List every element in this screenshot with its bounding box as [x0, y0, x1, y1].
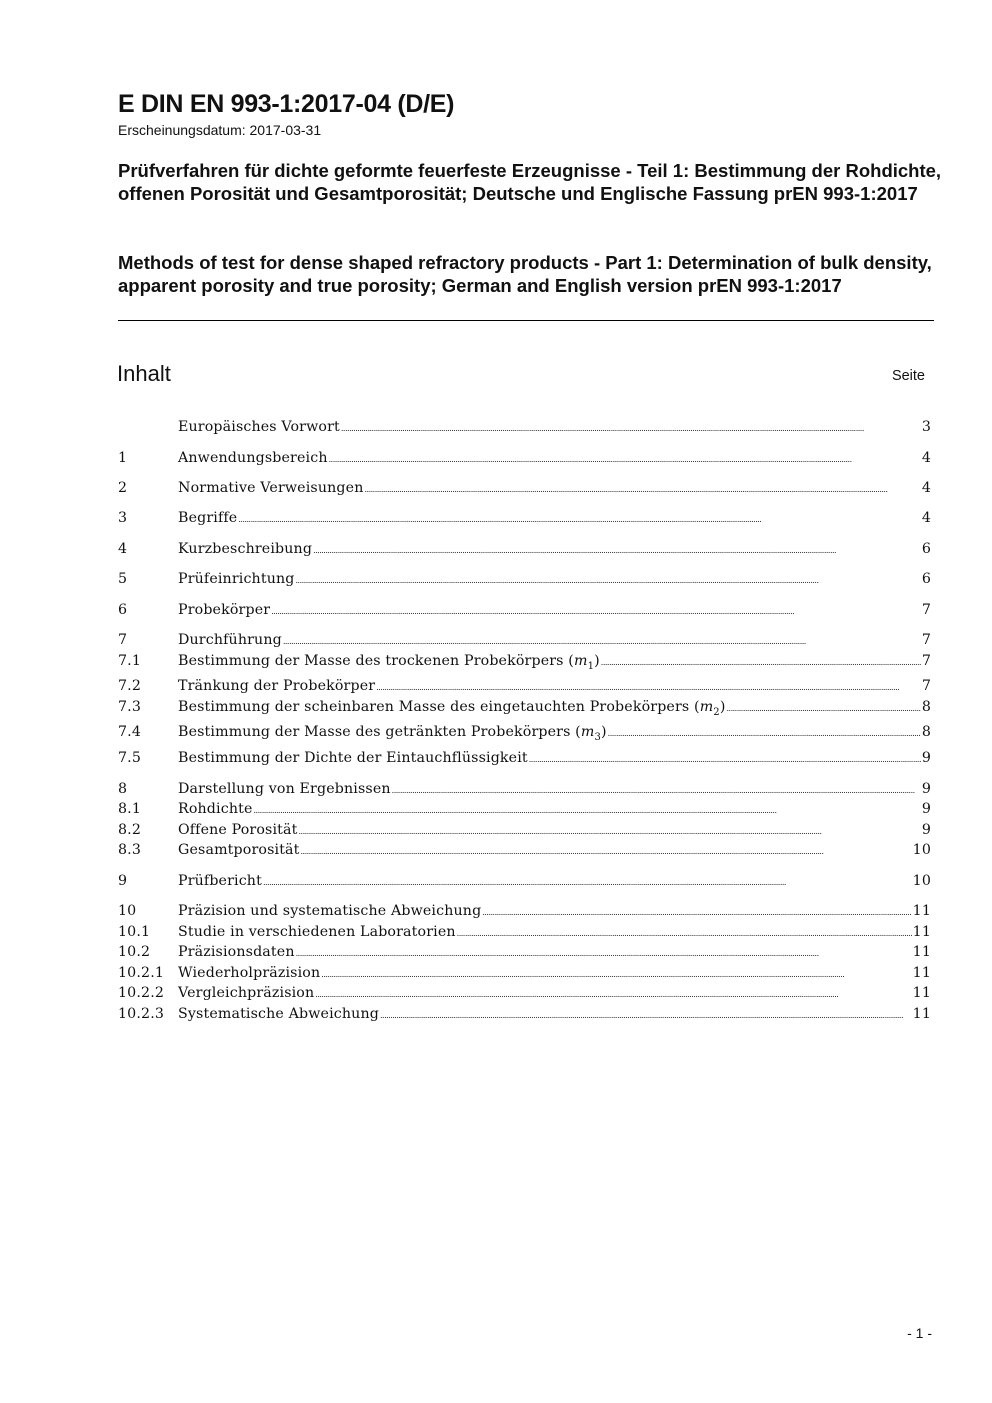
title-german: Prüfverfahren für dichte geformte feuerfeste Erzeugnisse - Teil 1: Bestimmung der Rohdichte, offenen Porosität und Gesamtporosität; Deutsche und Englische Fassung prEN 993-1:2017	[118, 160, 942, 204]
toc-entry-number: 10.2.3	[118, 1006, 165, 1022]
toc-entry-label: Bestimmung der Masse des trockenen Probekörpers $(m_1)$	[178, 653, 600, 672]
toc-entry-number: 8.2	[118, 822, 142, 838]
toc-entry-label: Kurzbeschreibung	[178, 541, 313, 557]
toc-entry-page: 9	[921, 781, 931, 797]
toc-entry[interactable]	[118, 943, 931, 963]
toc-entry-label: Offene Porosität	[178, 822, 298, 838]
toc-entry-number: 7	[118, 632, 128, 648]
toc-leader-dots	[263, 872, 912, 892]
toc-leader-dots	[529, 749, 921, 769]
toc-entry-number: 10.2	[118, 944, 151, 960]
toc-leader-dots	[392, 780, 921, 800]
toc-entry-page: 9	[921, 822, 931, 838]
toc-entry-label: Durchführung	[178, 632, 282, 648]
toc-entry-page: 7	[921, 653, 931, 669]
toc-entry[interactable]	[118, 923, 931, 943]
toc-entry-label: Bestimmung der Dichte der Eintauchflüssigkeit	[178, 750, 528, 766]
toc-entry-label: Präzisionsdaten	[178, 944, 295, 960]
toc-entry-label: Gesamtporosität	[178, 842, 300, 858]
toc-leader-dots	[283, 631, 921, 651]
toc-entry-number: 7.1	[118, 653, 142, 669]
toc-entry-page: 8	[921, 699, 931, 715]
toc-entry-page: 6	[921, 541, 931, 557]
toc-leader-dots	[341, 418, 921, 438]
toc-entry-number: 8	[118, 781, 128, 797]
toc-entry-number: 2	[118, 480, 128, 496]
toc-leader-dots	[457, 923, 912, 943]
toc-entry-label: Probekörper	[178, 602, 271, 618]
toc-entry[interactable]	[118, 841, 931, 861]
toc-entry-number: 1	[118, 450, 128, 466]
toc-entry[interactable]	[118, 601, 931, 621]
toc-entry-page: 6	[921, 571, 931, 587]
toc-entry-page: 3	[921, 419, 931, 435]
toc-entry-label: Normative Verweisungen	[178, 480, 364, 496]
toc-heading: Inhalt	[117, 361, 171, 386]
toc-entry[interactable]	[118, 418, 931, 438]
toc-leader-dots	[299, 821, 921, 841]
toc-leader-dots	[296, 570, 921, 590]
toc-entry-label: Bestimmung der scheinbaren Masse des eingetauchten Probekörpers $(m_2)$	[178, 699, 726, 718]
toc-entry[interactable]	[118, 749, 931, 769]
toc-entry-label: Tränkung der Probekörper	[178, 678, 376, 694]
toc-entry-number: 10	[118, 903, 137, 919]
toc-entry[interactable]	[118, 509, 931, 529]
toc-entry-number: 9	[118, 873, 128, 889]
toc-entry-page: 11	[912, 944, 931, 960]
toc-entry-page: 10	[912, 842, 931, 858]
toc-entry-number: 8.1	[118, 801, 142, 817]
toc-entry[interactable]	[118, 902, 931, 922]
publication-date: Erscheinungsdatum: 2017-03-31	[118, 122, 322, 138]
toc-entry-number: 7.3	[118, 699, 142, 715]
toc-entry-number: 7.4	[118, 724, 142, 740]
toc-entry-label: Prüfbericht	[178, 873, 262, 889]
toc-leader-dots	[321, 964, 911, 984]
toc-leader-dots	[380, 1005, 912, 1025]
title-english: Methods of test for dense shaped refractory products - Part 1: Determination of bulk density, apparent porosity and true porosity; German and English version prEN 993-1:2017	[118, 252, 932, 296]
toc-entry-page: 11	[912, 1006, 931, 1022]
toc-entry[interactable]	[118, 872, 931, 892]
toc-entry-number: 10.1	[118, 924, 151, 940]
toc-entry-label: Systematische Abweichung	[178, 1006, 379, 1022]
toc-leader-dots	[601, 652, 921, 672]
toc-entry[interactable]	[118, 479, 931, 499]
toc-leader-dots	[313, 540, 921, 560]
toc-entry-page: 4	[921, 510, 931, 526]
toc-leader-dots	[364, 479, 920, 499]
toc-leader-dots	[238, 509, 920, 529]
toc-entry-number: 8.3	[118, 842, 142, 858]
toc-entry-page: 9	[921, 750, 931, 766]
toc-entry-page: 11	[912, 985, 931, 1001]
toc-entry[interactable]	[118, 698, 931, 722]
toc-entry-label: Europäisches Vorwort	[178, 419, 340, 435]
toc-entry-page: 10	[912, 873, 931, 889]
toc-entry[interactable]	[118, 964, 931, 984]
toc-entry-page: 4	[921, 480, 931, 496]
toc-entry-number: 4	[118, 541, 128, 557]
toc-leader-dots	[608, 723, 921, 743]
toc-entry[interactable]	[118, 540, 931, 560]
toc-entry-label: Studie in verschiedenen Laboratorien	[178, 924, 456, 940]
toc-entry[interactable]	[118, 821, 931, 841]
toc-entry-page: 4	[921, 450, 931, 466]
toc-entry-page: 9	[921, 801, 931, 817]
toc-leader-dots	[296, 943, 912, 963]
toc-leader-dots	[329, 449, 921, 469]
toc-entry-page: 11	[912, 903, 931, 919]
toc-entry[interactable]	[118, 1005, 931, 1025]
table-of-contents	[118, 0, 931, 1100]
toc-entry-number: 6	[118, 602, 128, 618]
toc-entry-number: 7.5	[118, 750, 142, 766]
toc-entry[interactable]	[118, 984, 931, 1004]
toc-entry[interactable]	[118, 780, 931, 800]
toc-leader-dots	[301, 841, 912, 861]
document-id: E DIN EN 993-1:2017-04 (D/E)	[118, 90, 455, 118]
toc-leader-dots	[254, 800, 921, 820]
toc-leader-dots	[315, 984, 911, 1004]
toc-leader-dots	[376, 677, 921, 697]
toc-entry-number: 10.2.2	[118, 985, 165, 1001]
toc-entry-label: Prüfeinrichtung	[178, 571, 295, 587]
toc-entry-number: 10.2.1	[118, 965, 165, 981]
page-number: - 1 -	[907, 1325, 932, 1341]
mass-symbol: $m_2$	[699, 699, 720, 718]
toc-entry-label: Bestimmung der Masse des getränkten Probekörpers $(m_3)$	[178, 724, 607, 743]
toc-entry[interactable]	[118, 570, 931, 590]
toc-entry[interactable]	[118, 449, 931, 469]
toc-entry[interactable]	[118, 631, 931, 651]
toc-entry-page: 7	[921, 678, 931, 694]
toc-entry-label: Wiederholpräzision	[178, 965, 321, 981]
toc-entry-label: Begriffe	[178, 510, 238, 526]
mass-symbol: $m_1$	[573, 653, 595, 672]
toc-leader-dots	[271, 601, 921, 621]
toc-entry-number: 3	[118, 510, 128, 526]
toc-entry[interactable]	[118, 677, 931, 697]
toc-entry-page: 11	[912, 965, 931, 981]
toc-entry-page: 8	[921, 724, 931, 740]
toc-entry-number: 5	[118, 571, 128, 587]
mass-symbol: $m_3$	[580, 724, 601, 743]
toc-entry[interactable]	[118, 652, 931, 676]
toc-entry[interactable]	[118, 800, 931, 820]
toc-entry-label: Vergleichpräzision	[178, 985, 315, 1001]
toc-entry-page: 7	[921, 602, 931, 618]
toc-page-column-label: Seite	[891, 368, 925, 384]
toc-entry-label: Rohdichte	[178, 801, 253, 817]
toc-entry-page: 7	[921, 632, 931, 648]
toc-entry[interactable]	[118, 723, 931, 747]
toc-entry-label: Anwendungsbereich	[178, 450, 328, 466]
toc-leader-dots	[482, 902, 911, 922]
toc-entry-page: 11	[912, 924, 931, 940]
toc-entry-label: Präzision und systematische Abweichung	[178, 903, 482, 919]
toc-entry-label: Darstellung von Ergebnissen	[178, 781, 391, 797]
toc-entry-number: 7.2	[118, 678, 142, 694]
toc-leader-dots	[727, 698, 921, 718]
